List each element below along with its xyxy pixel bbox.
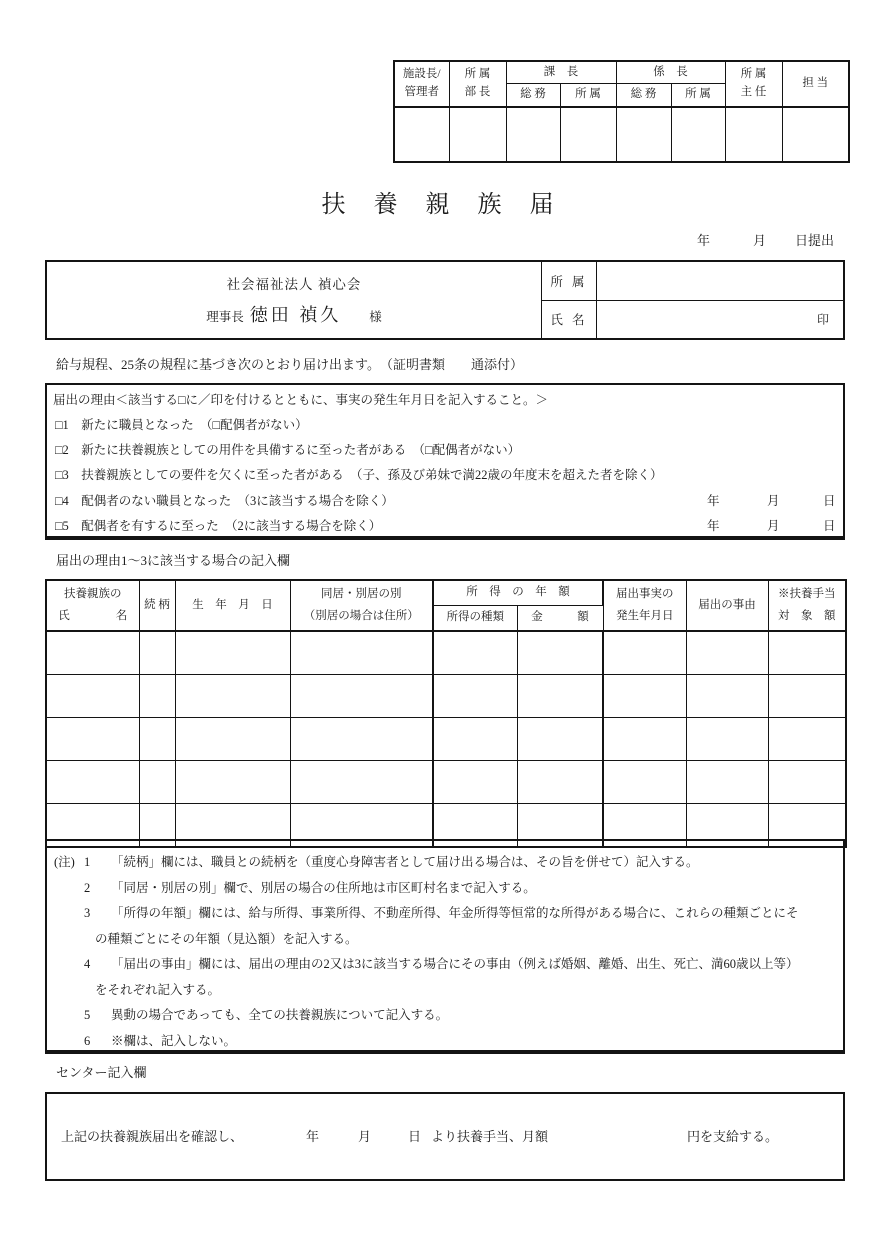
entry-section-label: 届出の理由1～3に該当する場合の記入欄 xyxy=(56,553,291,568)
chairman-line xyxy=(206,301,382,327)
entry-cell xyxy=(139,718,175,761)
stamp-cell xyxy=(449,107,506,162)
entry-cell xyxy=(768,631,846,675)
entry-cell xyxy=(46,675,139,718)
dependents-table xyxy=(45,579,847,848)
note-text: 「届出の事由」欄には、届出の理由の2又は3に該当する場合にその事由（例えば婚姻、離婚、出生、死亡、満60歳以上等） xyxy=(111,957,799,971)
entry-cell xyxy=(139,675,175,718)
stamp-header-section-chief: 課 長 xyxy=(506,61,616,84)
applicant-fields xyxy=(541,262,843,338)
dept-label: 所 属 xyxy=(542,262,597,300)
honorific: 様 xyxy=(369,310,382,324)
stamp-subheader-assigned-1: 所 属 xyxy=(560,84,616,108)
note-text: ※欄は、記入しない。 xyxy=(111,1033,237,1048)
dept-field xyxy=(597,262,843,300)
name-field xyxy=(597,301,843,339)
entry-cell xyxy=(46,718,139,761)
entry-cell xyxy=(175,631,290,675)
entry-cell xyxy=(768,718,846,761)
page-title: 扶 養 親 族 届 xyxy=(321,192,565,218)
stamp-dept-line1: 所 属 xyxy=(464,68,491,81)
year-label: 年 xyxy=(707,494,720,508)
year-label: 年 xyxy=(707,519,720,533)
reason-item-3 xyxy=(55,465,847,483)
residence-line2: （別居の場合は住所） xyxy=(303,609,419,622)
stamp-facility-line2: 管理者 xyxy=(404,86,439,98)
entry-cell xyxy=(517,675,603,718)
submit-year-label: 年 xyxy=(697,233,711,248)
entry-cell xyxy=(686,761,768,804)
entry-cell xyxy=(433,718,517,761)
entry-cell xyxy=(433,675,517,718)
entry-cell xyxy=(433,631,517,675)
note-number: 1 xyxy=(84,855,91,869)
stamp-cell xyxy=(506,107,560,162)
col-header-notification-reason: 届出の事由 xyxy=(686,580,768,631)
entry-cell xyxy=(290,761,433,804)
stamp-cell xyxy=(616,107,671,162)
col-header-residence xyxy=(290,580,433,631)
entry-cell xyxy=(175,675,290,718)
stamp-header-dept-head xyxy=(449,61,506,107)
stamp-chief-line2: 主 任 xyxy=(740,86,767,98)
stamp-facility-line1: 施設長/ xyxy=(402,68,441,81)
reason-heading: 届出の理由＜該当する□に／印を付けるとともに、事実の発生年月日を記入すること。＞ xyxy=(53,393,549,407)
day-label: 日 xyxy=(823,519,836,533)
note-number: 4 xyxy=(84,957,91,971)
entry-cell xyxy=(686,718,768,761)
intro-statement: 給与規程、25条の規程に基づき次のとおり届け出ます。 （証明書類 通添付） xyxy=(56,357,523,372)
note-line xyxy=(47,1029,843,1055)
submit-month-label: 月 xyxy=(753,233,767,248)
note-text: をそれぞれ記入する。 xyxy=(95,982,221,997)
stamp-header-staff: 担 当 xyxy=(782,61,849,107)
dependent-name-line2: 氏 名 xyxy=(58,609,128,622)
day-label: 日 xyxy=(823,494,836,508)
entry-cell xyxy=(46,631,139,675)
allowance-line2: 対 象 額 xyxy=(778,609,836,622)
stamp-header-facility-manager xyxy=(394,61,449,107)
entry-cell xyxy=(603,718,686,761)
col-header-annual-income-group: 所 得 の 年 額 xyxy=(433,580,603,606)
stamp-cell xyxy=(671,107,725,162)
entry-cell xyxy=(139,631,175,675)
note-text: 「所得の年額」欄には、給与所得、事業所得、不動産所得、年金所得等恒常的な所得がある場合に、これらの種類ごとにそ xyxy=(111,906,799,920)
col-header-dependent-name xyxy=(46,580,139,631)
entry-cell xyxy=(175,761,290,804)
month-label: 月 xyxy=(767,494,780,508)
entry-cell xyxy=(517,631,603,675)
col-header-fact-date xyxy=(603,580,686,631)
col-header-allowance-amount xyxy=(768,580,846,631)
reason-item-1-text: □1 新たに職員となった （□配偶者がない） xyxy=(55,418,308,432)
entry-cell xyxy=(290,631,433,675)
note-line xyxy=(47,876,843,902)
note-prefix: (注) xyxy=(54,855,75,869)
entry-cell xyxy=(603,675,686,718)
reason-item-1 xyxy=(55,415,847,433)
center-confirm-box xyxy=(45,1092,845,1181)
col-header-birthdate: 生 年 月 日 xyxy=(175,580,290,631)
entry-cell xyxy=(139,761,175,804)
entry-cell xyxy=(290,718,433,761)
reason-item-3-text: □3 扶養親族としての要件を欠くに至った者がある （子、孫及び弟妹で満22歳の年度末を超えた者を除く） xyxy=(55,468,663,482)
note-line xyxy=(47,1003,843,1029)
addressee-box xyxy=(45,260,845,340)
entry-cell xyxy=(768,675,846,718)
confirm-year-label: 年 xyxy=(306,1129,320,1144)
note-line xyxy=(47,901,843,927)
entry-cell xyxy=(290,675,433,718)
allowance-line1: ※扶養手当 xyxy=(778,587,836,600)
note-line xyxy=(47,952,843,978)
entry-cell xyxy=(433,761,517,804)
stamp-cell xyxy=(725,107,782,162)
organization-name: 社会福祉法人 禎心会 xyxy=(226,277,362,292)
confirm-text-pre: 上記の扶養親族届出を確認し、 xyxy=(61,1129,244,1144)
stamp-cell xyxy=(782,107,849,162)
fact-date-line1: 届出事実の xyxy=(616,587,674,600)
stamp-header-chief xyxy=(725,61,782,107)
reason-item-4-text: □4 配偶者のない職員となった （3に該当する場合を除く） xyxy=(55,494,394,508)
stamp-header-subsection-chief: 係 長 xyxy=(616,61,725,84)
stamp-dept-line2: 部 長 xyxy=(464,86,491,98)
note-text: 「続柄」欄には、職員との続柄を（重度心身障害者として届け出る場合は、その旨を併せて）記入する。 xyxy=(111,855,699,869)
submit-day-label: 日提出 xyxy=(795,233,835,248)
approval-stamp-table xyxy=(393,60,850,163)
entry-cell xyxy=(603,631,686,675)
note-prefix xyxy=(47,901,84,927)
note-prefix xyxy=(47,1003,84,1029)
note-prefix xyxy=(47,1029,84,1055)
note-prefix xyxy=(47,952,84,978)
entry-cell xyxy=(46,761,139,804)
confirm-month-label: 月 xyxy=(358,1129,372,1144)
stamp-subheader-assigned-2: 所 属 xyxy=(671,84,725,108)
note-number: 2 xyxy=(84,880,91,895)
addressee-left xyxy=(47,262,541,338)
chairman-name: 徳田 禎久 xyxy=(249,305,342,325)
residence-line1: 同居・別居の別 xyxy=(321,587,402,600)
note-text: 「同居・別居の別」欄で、別居の場合の住所地は市区町村名まで記入する。 xyxy=(111,880,536,895)
reason-item-2 xyxy=(55,440,847,458)
entry-cell xyxy=(686,631,768,675)
stamp-cell xyxy=(560,107,616,162)
reason-item-5 xyxy=(55,516,847,534)
col-header-income-type: 所得の種類 xyxy=(433,606,517,632)
dept-row xyxy=(542,262,843,300)
confirm-text-mid: より扶養手当、月額 xyxy=(431,1129,549,1144)
center-entry-label: センター記入欄 xyxy=(56,1065,147,1080)
note-text: 異動の場合であっても、全ての扶養親族について記入する。 xyxy=(111,1008,449,1022)
reason-box xyxy=(45,383,845,540)
dependent-name-line1: 扶養親族の xyxy=(64,587,122,600)
confirm-text-post: 円を支給する。 xyxy=(687,1129,779,1144)
note-number: 6 xyxy=(84,1033,91,1048)
stamp-chief-line1: 所 属 xyxy=(740,68,767,81)
reason-item-5-text: □5 配偶者を有するに至った （2に該当する場合を除く） xyxy=(55,519,382,533)
chairman-title: 理事長 xyxy=(206,310,244,324)
month-label: 月 xyxy=(767,519,780,533)
note-number: 3 xyxy=(84,906,91,920)
note-number: 5 xyxy=(84,1008,91,1022)
entry-cell xyxy=(517,718,603,761)
confirm-day-label: 日 xyxy=(408,1129,422,1144)
entry-cell xyxy=(686,675,768,718)
col-header-amount: 金 額 xyxy=(517,606,603,632)
entry-cell xyxy=(603,761,686,804)
stamp-subheader-general-affairs-2: 総 務 xyxy=(616,84,671,108)
name-row xyxy=(542,300,843,339)
fact-date-line2: 発生年月日 xyxy=(616,609,674,622)
reason-item-2-text: □2 新たに扶養親族としての用件を具備するに至った者がある （□配偶者がない） xyxy=(55,443,521,457)
entry-cell xyxy=(517,761,603,804)
entry-cell xyxy=(175,718,290,761)
note-text: の種類ごとにその年額（見込額）を記入する。 xyxy=(95,931,358,946)
seal-mark: 印 xyxy=(816,312,829,327)
note-line xyxy=(47,850,843,876)
col-header-relation: 続 柄 xyxy=(139,580,175,631)
stamp-subheader-general-affairs-1: 総 務 xyxy=(506,84,560,108)
note-prefix xyxy=(47,876,84,902)
note-line-continuation xyxy=(47,978,843,1004)
entry-cell xyxy=(768,761,846,804)
stamp-cell xyxy=(394,107,449,162)
reason-item-4 xyxy=(55,491,847,509)
notes-box xyxy=(45,839,845,1054)
note-line-continuation xyxy=(47,927,843,953)
name-label: 氏 名 xyxy=(542,301,597,339)
